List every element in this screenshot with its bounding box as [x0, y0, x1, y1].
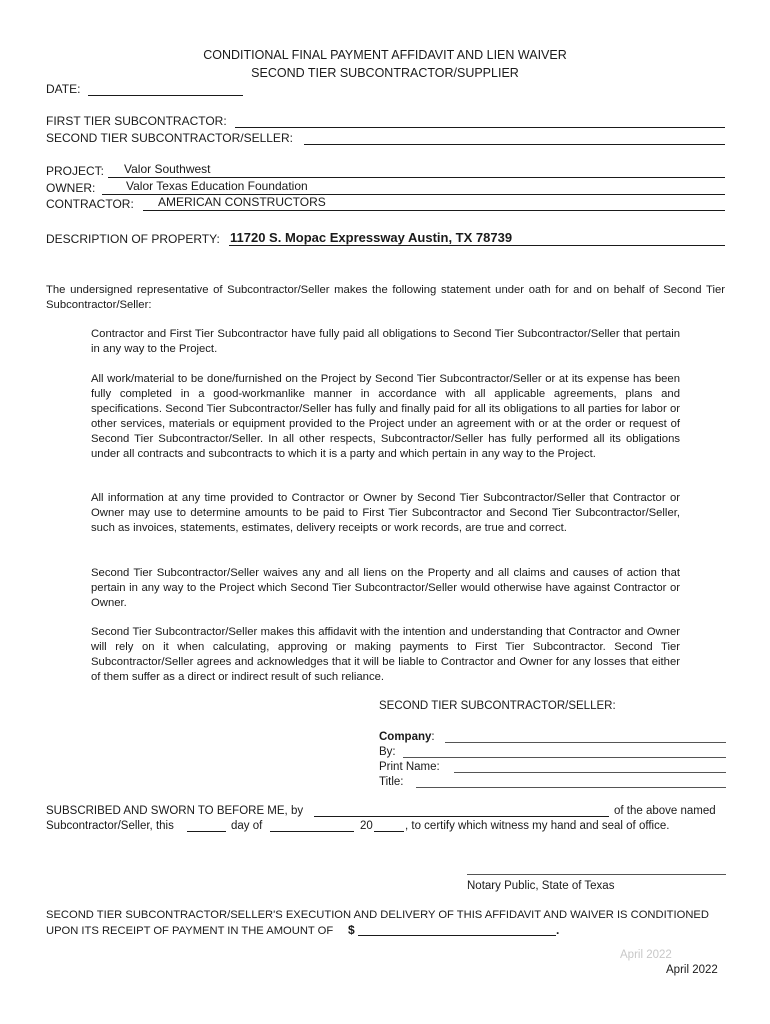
- title-field[interactable]: [416, 787, 726, 788]
- title-label: Title:: [379, 776, 404, 788]
- project-label: PROJECT:: [46, 164, 105, 178]
- contractor-value: AMERICAN CONSTRUCTORS: [158, 195, 326, 209]
- intro-paragraph: The undersigned representative of Subcontractor/Seller makes the following statement under oath for and on behalf of Second Tier Subcontractor/Seller:: [46, 284, 725, 311]
- property-row: [46, 230, 725, 247]
- sworn-line2-d: , to certify which witness my hand and seal of office.: [405, 820, 670, 832]
- second-tier-label: SECOND TIER SUBCONTRACTOR/SELLER:: [46, 131, 293, 145]
- payment-amount-field[interactable]: [358, 935, 556, 936]
- document-title: CONDITIONAL FINAL PAYMENT AFFIDAVIT AND LIEN WAIVER: [203, 48, 567, 62]
- date-field[interactable]: [88, 95, 243, 96]
- condition-line2-prefix: UPON ITS RECEIPT OF PAYMENT IN THE AMOUNT OF: [46, 925, 334, 937]
- signature-heading: SECOND TIER SUBCONTRACTOR/SELLER:: [379, 700, 616, 712]
- sworn-by-field[interactable]: [314, 816, 609, 817]
- body-paragraph-5: Second Tier Subcontractor/Seller makes this affidavit with the intention and understanding that Contractor and Owner will rely on it when calculating, approving or making payments to First Tier Subcontractor. Second Tier Subcontractor/Seller agrees and acknowledges that it will be liable to Contractor and Owner for any losses that either of them suffer as a direct or indirect result of such reliance.: [91, 626, 680, 683]
- company-colon: :: [431, 731, 435, 743]
- contractor-label: CONTRACTOR:: [46, 197, 134, 211]
- property-value: 11720 S. Mopac Expressway Austin, TX 78739: [230, 230, 513, 245]
- notary-label: Notary Public, State of Texas: [467, 880, 615, 892]
- property-field[interactable]: [229, 245, 725, 246]
- notary-signature-field[interactable]: [467, 874, 726, 875]
- condition-period: .: [556, 923, 560, 937]
- sworn-suffix: of the above named: [614, 805, 716, 817]
- condition-dollar: $: [348, 923, 355, 937]
- title-row: [379, 775, 726, 790]
- property-label: DESCRIPTION OF PROPERTY:: [46, 232, 220, 246]
- document-subtitle: SECOND TIER SUBCONTRACTOR/SUPPLIER: [251, 66, 519, 80]
- owner-value: Valor Texas Education Foundation: [126, 179, 308, 193]
- owner-label: OWNER:: [46, 181, 96, 195]
- date-label: DATE:: [46, 82, 81, 96]
- body-paragraph-4: Second Tier Subcontractor/Seller waives any and all liens on the Property and all claims and causes of action that pertain in any way to the Project which Second Tier Subcontractor/Seller would otherwise have against Contractor or Owner.: [91, 567, 680, 609]
- condition-line1: SECOND TIER SUBCONTRACTOR/SELLER'S EXECUTION AND DELIVERY OF THIS AFFIDAVIT AND WAIVER IS CONDITIONED: [46, 909, 709, 921]
- second-tier-row: [46, 130, 725, 146]
- owner-row: [46, 180, 725, 196]
- project-value: Valor Southwest: [124, 162, 211, 176]
- sworn-line2-b: day of: [231, 820, 263, 832]
- by-label: By:: [379, 746, 396, 758]
- print-name-row: [379, 760, 726, 775]
- sworn-day-field[interactable]: [187, 831, 226, 832]
- first-tier-label: FIRST TIER SUBCONTRACTOR:: [46, 114, 227, 128]
- body-paragraph-3: All information at any time provided to Contractor or Owner by Second Tier Subcontractor/Seller that Contractor or Owner may use to determine amounts to be paid to First Tier Subcontractor and Second Tier Subcontractor/Seller, such as invoices, statements, estimates, delivery receipts or work records, are true and correct.: [91, 492, 680, 534]
- body-paragraph-1: Contractor and First Tier Subcontractor have fully paid all obligations to Second Tier Subcontractor/Seller that pertain in any way to the Project.: [91, 328, 680, 355]
- first-tier-field[interactable]: [235, 127, 725, 128]
- sworn-month-field[interactable]: [270, 831, 354, 832]
- first-tier-row: [46, 113, 725, 129]
- print-name-field[interactable]: [454, 772, 726, 773]
- second-tier-field[interactable]: [304, 144, 725, 145]
- footer-date: April 2022: [666, 964, 718, 976]
- sworn-line2-c: 20: [360, 820, 373, 832]
- sworn-line2-a: Subcontractor/Seller, this: [46, 820, 174, 832]
- contractor-row: [46, 196, 725, 212]
- company-field[interactable]: [445, 742, 726, 743]
- sworn-year-field[interactable]: [374, 831, 404, 832]
- company-label: Company: [379, 731, 432, 743]
- contractor-field[interactable]: [143, 210, 725, 211]
- by-row: [379, 745, 726, 760]
- by-field[interactable]: [403, 757, 726, 758]
- body-paragraph-2: All work/material to be done/furnished on the Project by Second Tier Subcontractor/Seller or at its expense has been fully completed in a good-workmanlike manner in accordance with all applicable agreements, plans and specifications. Second Tier Subcontractor/Seller has fully and finally paid for all its obligations to all parties for labor or other services, materials or equipment provided to the Project under an agreement with or at the order or request of Second Tier Subcontractor/Seller. In all other respects, Subcontractor/Seller has fully performed all its obligations under all contracts and subcontracts to which it is a party and which pertain in any way to the Project.: [91, 373, 680, 460]
- footer-watermark-date: April 2022: [620, 949, 672, 961]
- project-row: [46, 163, 725, 179]
- print-name-label: Print Name:: [379, 761, 440, 773]
- company-row: [379, 730, 726, 745]
- sworn-prefix: SUBSCRIBED AND SWORN TO BEFORE ME, by: [46, 805, 304, 817]
- project-field[interactable]: [108, 177, 725, 178]
